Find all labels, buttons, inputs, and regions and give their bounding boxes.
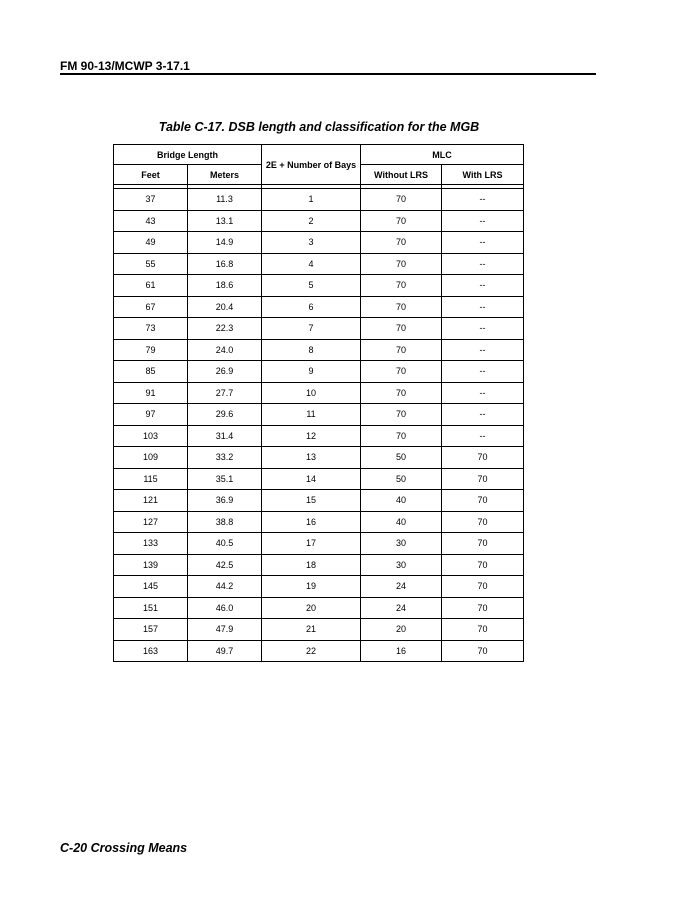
cell-feet: 49 <box>114 232 188 254</box>
cell-mlc-without-lrs: 70 <box>361 275 442 297</box>
cell-mlc-with-lrs: 70 <box>442 447 524 469</box>
table-row <box>114 339 524 361</box>
cell-feet: 127 <box>114 511 188 533</box>
cell-meters: 35.1 <box>188 468 262 490</box>
cell-meters: 40.5 <box>188 533 262 555</box>
cell-meters: 27.7 <box>188 382 262 404</box>
cell-feet: 157 <box>114 619 188 641</box>
cell-mlc-with-lrs: 70 <box>442 640 524 662</box>
table-row <box>114 468 524 490</box>
header-meters: Meters <box>188 165 262 185</box>
cell-feet: 133 <box>114 533 188 555</box>
cell-mlc-with-lrs: -- <box>442 296 524 318</box>
cell-feet: 37 <box>114 189 188 211</box>
cell-bays: 15 <box>262 490 361 512</box>
cell-feet: 73 <box>114 318 188 340</box>
cell-feet: 91 <box>114 382 188 404</box>
cell-bays: 10 <box>262 382 361 404</box>
cell-meters: 14.9 <box>188 232 262 254</box>
table-row <box>114 296 524 318</box>
header-without-lrs: Without LRS <box>361 165 442 185</box>
cell-mlc-with-lrs: -- <box>442 232 524 254</box>
header-feet: Feet <box>114 165 188 185</box>
cell-feet: 97 <box>114 404 188 426</box>
table-row <box>114 619 524 641</box>
cell-bays: 22 <box>262 640 361 662</box>
page-footer: C-20 Crossing Means <box>60 841 188 855</box>
cell-mlc-without-lrs: 70 <box>361 425 442 447</box>
cell-mlc-with-lrs: 70 <box>442 554 524 576</box>
cell-mlc-without-lrs: 70 <box>361 361 442 383</box>
cell-mlc-without-lrs: 30 <box>361 554 442 576</box>
table-row <box>114 404 524 426</box>
header-bays: 2E + Number of Bays <box>262 145 361 185</box>
cell-mlc-without-lrs: 30 <box>361 533 442 555</box>
table-row <box>114 189 524 211</box>
cell-mlc-with-lrs: 70 <box>442 619 524 641</box>
cell-bays: 21 <box>262 619 361 641</box>
cell-feet: 103 <box>114 425 188 447</box>
cell-mlc-with-lrs: -- <box>442 361 524 383</box>
cell-meters: 24.0 <box>188 339 262 361</box>
cell-bays: 9 <box>262 361 361 383</box>
cell-feet: 139 <box>114 554 188 576</box>
table-body <box>114 185 524 662</box>
cell-bays: 16 <box>262 511 361 533</box>
cell-bays: 2 <box>262 210 361 232</box>
table-row <box>114 576 524 598</box>
cell-mlc-with-lrs: -- <box>442 318 524 340</box>
cell-mlc-without-lrs: 70 <box>361 210 442 232</box>
header-rule <box>60 73 596 75</box>
cell-bays: 5 <box>262 275 361 297</box>
cell-feet: 61 <box>114 275 188 297</box>
cell-mlc-without-lrs: 50 <box>361 468 442 490</box>
cell-mlc-without-lrs: 40 <box>361 490 442 512</box>
cell-meters: 18.6 <box>188 275 262 297</box>
table-row <box>114 382 524 404</box>
table-row <box>114 210 524 232</box>
cell-meters: 16.8 <box>188 253 262 275</box>
cell-mlc-with-lrs: 70 <box>442 490 524 512</box>
cell-meters: 13.1 <box>188 210 262 232</box>
cell-mlc-without-lrs: 24 <box>361 576 442 598</box>
cell-feet: 163 <box>114 640 188 662</box>
cell-mlc-with-lrs: -- <box>442 425 524 447</box>
cell-mlc-without-lrs: 70 <box>361 232 442 254</box>
cell-meters: 47.9 <box>188 619 262 641</box>
cell-mlc-with-lrs: 70 <box>442 533 524 555</box>
table-row <box>114 275 524 297</box>
cell-mlc-without-lrs: 24 <box>361 597 442 619</box>
cell-bays: 6 <box>262 296 361 318</box>
cell-mlc-with-lrs: -- <box>442 275 524 297</box>
header-bridge-length: Bridge Length <box>114 145 262 165</box>
cell-bays: 20 <box>262 597 361 619</box>
cell-mlc-with-lrs: 70 <box>442 511 524 533</box>
dsb-table <box>113 144 524 662</box>
cell-meters: 42.5 <box>188 554 262 576</box>
cell-mlc-without-lrs: 70 <box>361 382 442 404</box>
cell-feet: 79 <box>114 339 188 361</box>
cell-mlc-with-lrs: -- <box>442 404 524 426</box>
cell-feet: 121 <box>114 490 188 512</box>
cell-mlc-without-lrs: 16 <box>361 640 442 662</box>
table-row <box>114 318 524 340</box>
cell-meters: 29.6 <box>188 404 262 426</box>
table-row <box>114 447 524 469</box>
cell-mlc-without-lrs: 70 <box>361 189 442 211</box>
cell-mlc-with-lrs: -- <box>442 339 524 361</box>
cell-mlc-without-lrs: 70 <box>361 404 442 426</box>
cell-feet: 145 <box>114 576 188 598</box>
table-row <box>114 533 524 555</box>
cell-meters: 36.9 <box>188 490 262 512</box>
cell-meters: 22.3 <box>188 318 262 340</box>
table-row <box>114 232 524 254</box>
cell-mlc-with-lrs: -- <box>442 210 524 232</box>
cell-feet: 67 <box>114 296 188 318</box>
header-mlc: MLC <box>361 145 524 165</box>
cell-bays: 3 <box>262 232 361 254</box>
cell-meters: 33.2 <box>188 447 262 469</box>
cell-mlc-with-lrs: 70 <box>442 468 524 490</box>
cell-mlc-with-lrs: -- <box>442 189 524 211</box>
cell-mlc-without-lrs: 50 <box>361 447 442 469</box>
cell-bays: 7 <box>262 318 361 340</box>
cell-bays: 8 <box>262 339 361 361</box>
cell-bays: 4 <box>262 253 361 275</box>
cell-bays: 11 <box>262 404 361 426</box>
cell-bays: 12 <box>262 425 361 447</box>
cell-feet: 43 <box>114 210 188 232</box>
cell-bays: 14 <box>262 468 361 490</box>
header-with-lrs: With LRS <box>442 165 524 185</box>
table-row <box>114 490 524 512</box>
table-row <box>114 511 524 533</box>
page-header: FM 90-13/MCWP 3-17.1 <box>60 59 190 73</box>
table-row <box>114 253 524 275</box>
cell-meters: 38.8 <box>188 511 262 533</box>
cell-feet: 115 <box>114 468 188 490</box>
cell-bays: 1 <box>262 189 361 211</box>
cell-mlc-with-lrs: -- <box>442 253 524 275</box>
cell-bays: 18 <box>262 554 361 576</box>
cell-mlc-without-lrs: 70 <box>361 253 442 275</box>
cell-mlc-with-lrs: 70 <box>442 597 524 619</box>
cell-feet: 109 <box>114 447 188 469</box>
cell-mlc-without-lrs: 40 <box>361 511 442 533</box>
cell-mlc-with-lrs: -- <box>442 382 524 404</box>
cell-meters: 44.2 <box>188 576 262 598</box>
cell-mlc-without-lrs: 20 <box>361 619 442 641</box>
cell-mlc-without-lrs: 70 <box>361 318 442 340</box>
table-row <box>114 425 524 447</box>
cell-mlc-without-lrs: 70 <box>361 339 442 361</box>
cell-meters: 26.9 <box>188 361 262 383</box>
cell-feet: 85 <box>114 361 188 383</box>
cell-bays: 17 <box>262 533 361 555</box>
cell-mlc-without-lrs: 70 <box>361 296 442 318</box>
cell-feet: 151 <box>114 597 188 619</box>
cell-bays: 13 <box>262 447 361 469</box>
table-caption: Table C-17. DSB length and classification for the MGB <box>158 120 480 134</box>
cell-meters: 49.7 <box>188 640 262 662</box>
cell-feet: 55 <box>114 253 188 275</box>
table-row <box>114 361 524 383</box>
cell-meters: 11.3 <box>188 189 262 211</box>
cell-meters: 46.0 <box>188 597 262 619</box>
table-row <box>114 554 524 576</box>
cell-meters: 20.4 <box>188 296 262 318</box>
cell-meters: 31.4 <box>188 425 262 447</box>
cell-mlc-with-lrs: 70 <box>442 576 524 598</box>
table-row <box>114 640 524 662</box>
table-row <box>114 597 524 619</box>
cell-bays: 19 <box>262 576 361 598</box>
